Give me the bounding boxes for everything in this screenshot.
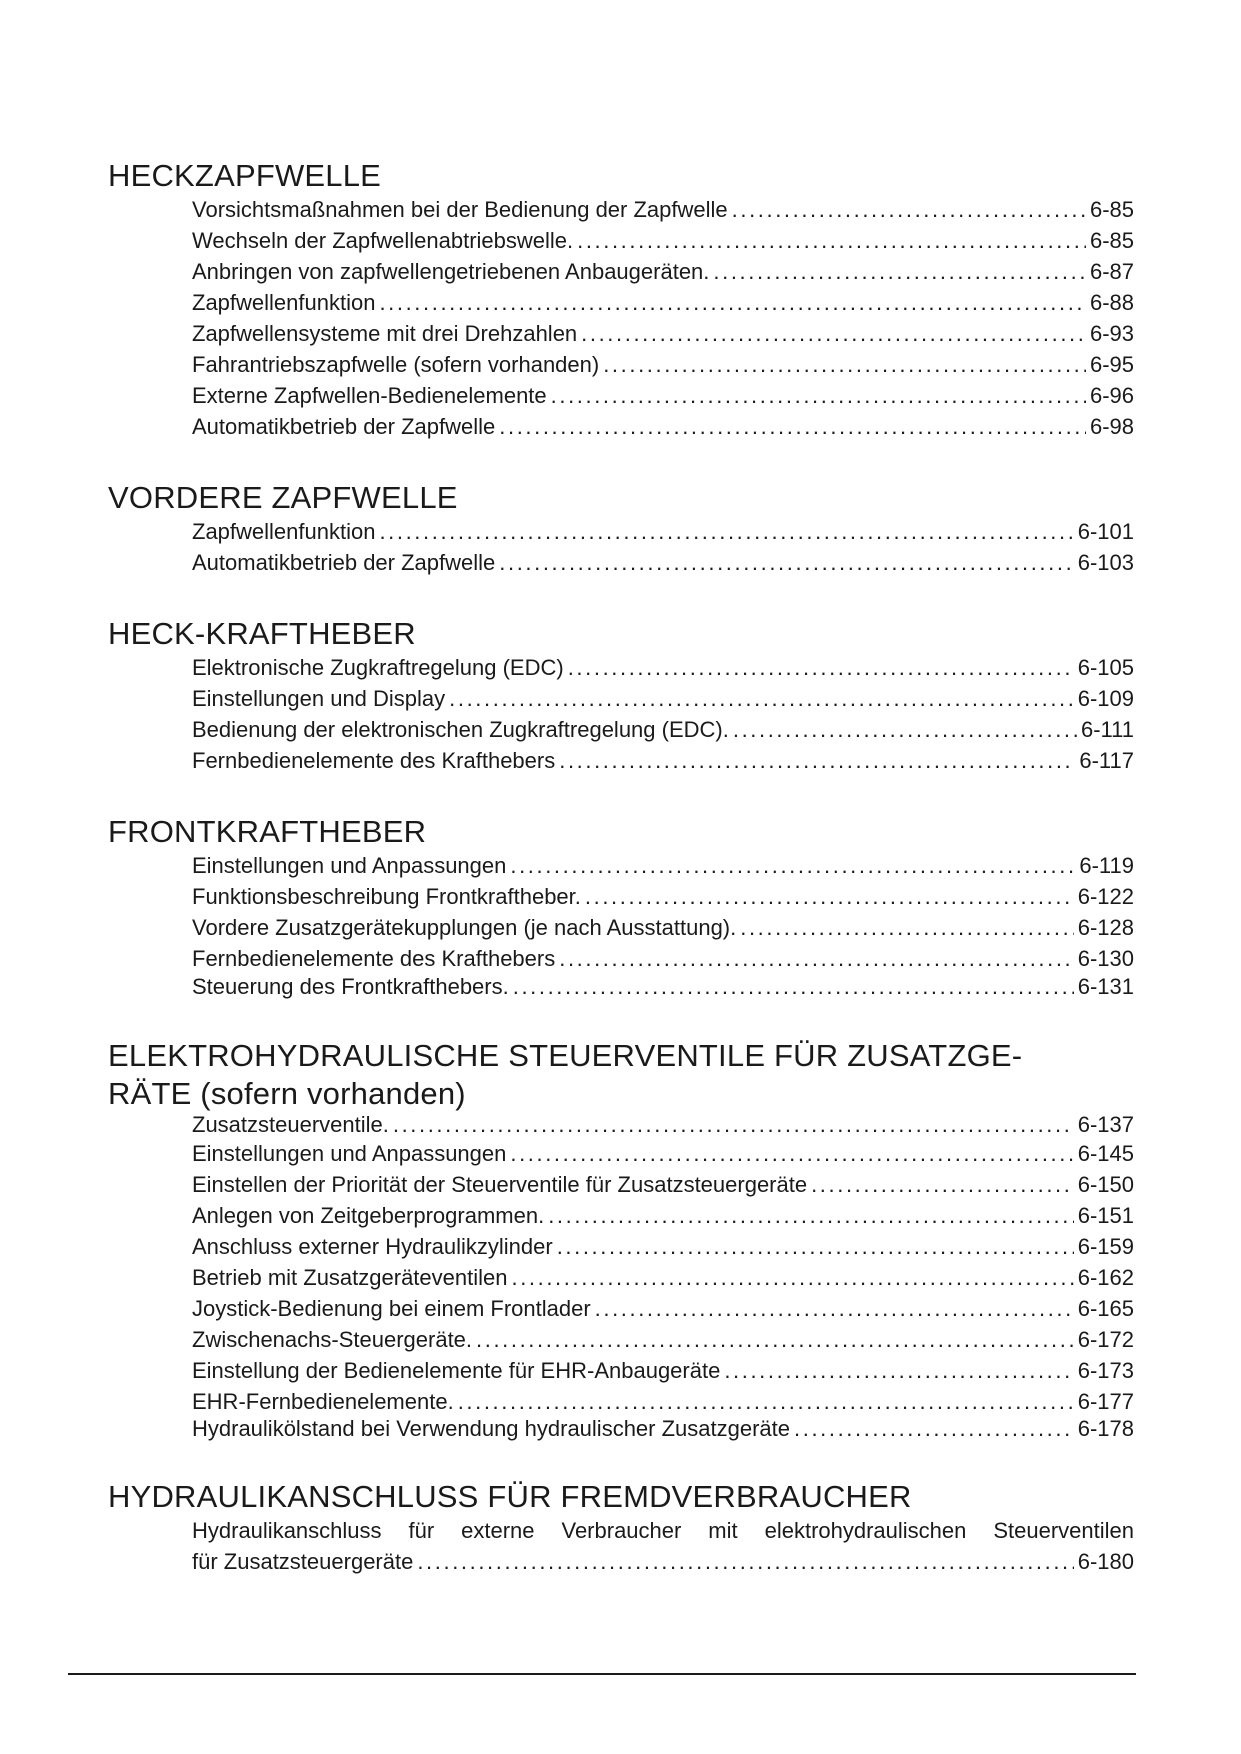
toc-section-elektrohydraulische-steuerventile [108,1038,1134,1441]
toc-entry[interactable] [192,1112,1134,1138]
dot-leader [585,881,1074,912]
section-title: HECKZAPFWELLE [108,158,382,193]
dot-leader [581,318,1086,349]
entry-label: Zapfwellenfunktion [192,290,376,315]
dot-leader [733,714,1077,745]
toc-entry[interactable] [192,547,1134,578]
entry-page: 6-128 [1077,915,1134,940]
entry-page: 6-109 [1077,686,1134,711]
toc-entry[interactable] [192,1417,1134,1441]
toc-entry[interactable] [192,714,1134,745]
dot-leader [811,1169,1074,1200]
toc-entry[interactable] [192,516,1134,547]
toc-entry[interactable] [192,912,1134,943]
dot-leader [557,1231,1074,1262]
dot-leader [449,683,1074,714]
entry-label: Zapfwellenfunktion [192,519,376,544]
entry-label: Automatikbetrieb der Zapfwelle [192,414,496,439]
section-title: HYDRAULIKANSCHLUSS FÜR FREMDVERBRAUCHER [108,1479,912,1514]
entry-page: 6-145 [1077,1141,1134,1166]
entry-label: Betrieb mit Zusatzgeräteventilen [192,1265,508,1290]
toc-section-heckzapfwelle [108,158,1134,442]
toc-entry[interactable] [192,683,1134,714]
dot-leader [513,974,1074,1000]
entry-page: 6-165 [1077,1296,1134,1321]
toc-entry[interactable] [192,225,1134,256]
entry-label: EHR-Fernbedienelemente. [192,1389,454,1414]
dot-leader [551,380,1086,411]
dot-leader [740,912,1073,943]
entry-label: Wechseln der Zapfwellenabtriebswelle. [192,228,574,253]
toc-entry[interactable] [192,943,1134,974]
section-title: VORDERE ZAPFWELLE [108,480,458,515]
entry-label: Vorsichtsmaßnahmen bei der Bedienung der Zapfwelle [192,197,728,222]
entry-page: 6-180 [1077,1549,1134,1574]
toc-section-heck-kraftheber [108,616,1134,776]
entry-page: 6-172 [1077,1327,1134,1352]
entry-page: 6-177 [1077,1389,1134,1414]
dot-leader [417,1546,1073,1577]
entry-page: 6-105 [1077,655,1134,680]
toc-entry[interactable] [192,1200,1134,1231]
dot-leader [603,349,1086,380]
toc-entry[interactable] [192,850,1134,881]
toc-entry[interactable] [192,1138,1134,1169]
toc-entry[interactable] [192,881,1134,912]
entry-label: Einstellungen und Anpassungen [192,853,507,878]
entry-page: 6-93 [1089,321,1134,346]
entry-page: 6-85 [1089,197,1134,222]
toc-entry[interactable] [192,318,1134,349]
toc-entry[interactable] [192,287,1134,318]
toc-section-frontkraftheber [108,814,1134,1000]
dot-leader [732,194,1086,225]
entry-label: Einstellungen und Anpassungen [192,1141,507,1166]
toc-entry[interactable] [192,974,1134,1000]
entry-label: Zwischenachs-Steuergeräte. [192,1327,473,1352]
toc-entry[interactable] [192,652,1134,683]
toc-entry[interactable] [192,1231,1134,1262]
entry-label: Anbringen von zapfwellengetriebenen Anbaugeräten. [192,259,710,284]
entry-page: 6-173 [1077,1358,1134,1383]
toc-entry[interactable] [192,745,1134,776]
entry-label: Hydraulikanschluss für externe Verbraucher mit elektrohydraulischen Steuerventilen [192,1518,1134,1543]
entry-page: 6-117 [1079,748,1134,773]
footer-rule [68,1673,1136,1675]
entry-label: Funktionsbeschreibung Frontkraftheber. [192,884,581,909]
entry-page: 6-87 [1089,259,1134,284]
entry-label: Elektronische Zugkraftregelung (EDC) [192,655,564,680]
entry-page: 6-95 [1089,352,1134,377]
entry-page: 6-137 [1077,1112,1134,1137]
table-of-contents [108,158,1134,1615]
entry-page: 6-130 [1077,946,1134,971]
entry-label: Hydraulikölstand bei Verwendung hydraulischer Zusatzgeräte [192,1416,791,1441]
entry-label: Anlegen von Zeitgeberprogrammen. [192,1203,545,1228]
entry-page: 6-150 [1077,1172,1134,1197]
entry-page: 6-111 [1080,717,1134,742]
dot-leader [713,256,1086,287]
entry-label: Einstellungen und Display [192,686,446,711]
dot-leader [510,850,1075,881]
entry-page: 6-88 [1089,290,1134,315]
entry-label: Externe Zapfwellen-Bedienelemente [192,383,547,408]
toc-entry[interactable] [192,1324,1134,1355]
dot-leader [379,516,1073,547]
entry-page: 6-103 [1077,550,1134,575]
entry-page: 6-131 [1077,974,1134,999]
toc-entry[interactable] [192,1386,1134,1417]
dot-leader [559,745,1075,776]
toc-entry[interactable] [192,1169,1134,1200]
dot-leader [499,547,1073,578]
entry-label: Einstellen der Priorität der Steuerventile für Zusatzsteuergeräte [192,1172,808,1197]
entry-label: Zusatzsteuerventile. [192,1112,389,1137]
section-title-continued: RÄTE (sofern vorhanden) [108,1076,466,1111]
dot-leader [577,225,1086,256]
entry-label: Steuerung des Frontkrafthebers. [192,974,509,999]
entry-label: Fahrantriebszapfwelle (sofern vorhanden) [192,352,600,377]
entry-page: 6-178 [1077,1416,1134,1441]
dot-leader [393,1112,1074,1138]
entry-label: Automatikbetrieb der Zapfwelle [192,550,496,575]
dot-leader [458,1386,1074,1417]
toc-entry[interactable] [192,1293,1134,1324]
entry-page: 6-162 [1077,1265,1134,1290]
dot-leader [794,1417,1074,1441]
dot-leader [724,1355,1073,1386]
entry-page: 6-119 [1079,853,1134,878]
toc-entry[interactable] [192,411,1134,442]
dot-leader [548,1200,1074,1231]
dot-leader [559,943,1073,974]
toc-entry[interactable] [192,349,1134,380]
entry-label: Joystick-Bedienung bei einem Frontlader [192,1296,591,1321]
entry-label: Vordere Zusatzgerätekupplungen (je nach Ausstattung). [192,915,737,940]
dot-leader [476,1324,1074,1355]
entry-label: Fernbedienelemente des Krafthebers [192,748,556,773]
dot-leader [595,1293,1074,1324]
toc-section-hydraulikanschluss [108,1479,1134,1577]
entry-page: 6-98 [1089,414,1134,439]
entry-page: 6-101 [1077,519,1134,544]
dot-leader [379,287,1086,318]
toc-entry[interactable] [192,1355,1134,1386]
entry-page: 6-151 [1077,1203,1134,1228]
toc-entry[interactable] [192,380,1134,411]
entry-page: 6-122 [1077,884,1134,909]
dot-leader [568,652,1074,683]
entry-label: Bedienung der elektronischen Zugkraftregelung (EDC). [192,717,729,742]
section-title: FRONTKRAFTHEBER [108,814,427,849]
entry-label: Fernbedienelemente des Krafthebers [192,946,556,971]
dot-leader [499,411,1086,442]
entry-page: 6-159 [1077,1234,1134,1259]
entry-label: Anschluss externer Hydraulikzylinder [192,1234,553,1259]
entry-label-continued: für Zusatzsteuergeräte [192,1549,414,1574]
dot-leader [512,1262,1074,1293]
section-title: HECK-KRAFTHEBER [108,616,416,651]
dot-leader [510,1138,1073,1169]
section-title: ELEKTROHYDRAULISCHE STEUERVENTILE FÜR ZUSATZGE- [108,1038,1023,1073]
toc-entry[interactable] [192,194,1134,225]
toc-section-vordere-zapfwelle [108,480,1134,578]
toc-entry[interactable] [192,1515,1134,1577]
entry-page: 6-85 [1089,228,1134,253]
toc-entry[interactable] [192,1262,1134,1293]
entry-label: Einstellung der Bedienelemente für EHR-Anbaugeräte [192,1358,721,1383]
entry-label: Zapfwellensysteme mit drei Drehzahlen [192,321,578,346]
toc-entry[interactable] [192,256,1134,287]
entry-page: 6-96 [1089,383,1134,408]
